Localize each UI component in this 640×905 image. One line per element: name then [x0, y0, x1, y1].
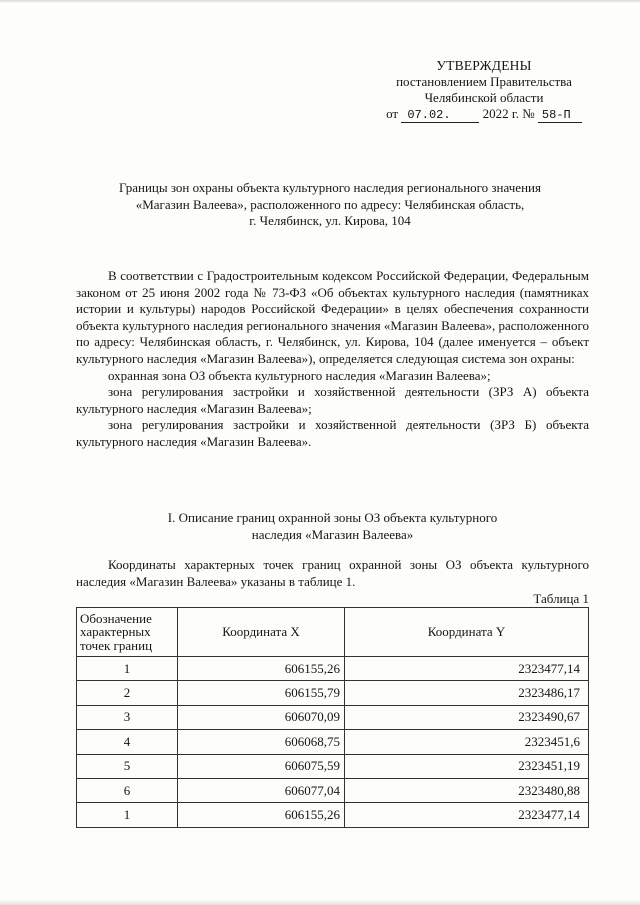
cell-y: 2323490,67	[345, 705, 589, 729]
document-title-line-2: «Магазин Валеева», расположенного по адресу: Челябинская область,	[135, 196, 525, 212]
table-row	[77, 681, 589, 705]
year-number-label: 2022 г. №	[482, 106, 535, 121]
approval-number: 58-П	[538, 109, 582, 123]
table-caption: Таблица 1	[533, 591, 589, 606]
approval-date: 07.02.	[401, 109, 479, 123]
header-point: Обозначение характерных точек границ	[77, 608, 178, 657]
table-row	[77, 803, 589, 827]
table-row	[77, 730, 589, 754]
table-header-row	[77, 608, 589, 657]
cell-y: 2323451,6	[345, 730, 589, 754]
approval-stamp	[378, 58, 590, 123]
approval-line-3: Челябинской области	[424, 90, 544, 105]
from-label: от	[386, 106, 399, 121]
cell-x: 606155,79	[178, 681, 345, 705]
coordinates-table	[76, 607, 589, 828]
paragraph-zone-zrz-b: зона регулирования застройки и хозяйственной деятельности (ЗРЗ Б) объекта культурного наследия «Магазин Валеева».	[76, 417, 589, 449]
table-row	[77, 754, 589, 778]
table-row	[77, 657, 589, 681]
header-y: Координата Y	[345, 608, 589, 657]
coordinates-intro-text: Координаты характерных точек границ охранной зоны ОЗ объекта культурного наследия «Магазин Валеева» указаны в таблице 1.	[76, 557, 589, 589]
cell-point: 4	[77, 730, 178, 754]
cell-y: 2323477,14	[345, 803, 589, 827]
cell-point: 6	[77, 778, 178, 802]
table-row	[77, 778, 589, 802]
cell-x: 606070,09	[178, 705, 345, 729]
scan-edge-bottom	[0, 899, 640, 905]
scan-edge-top	[0, 0, 640, 3]
paragraph-zone-zrz-a: зона регулирования застройки и хозяйственной деятельности (ЗРЗ А) объекта культурного наследия «Магазин Валеева»;	[76, 384, 589, 416]
document-title-line-3: г. Челябинск, ул. Кирова, 104	[249, 213, 411, 228]
approval-title: УТВЕРЖДЕНЫ	[436, 58, 532, 73]
table-row	[77, 705, 589, 729]
cell-x: 606077,04	[178, 778, 345, 802]
section-title-line-2: наследия «Магазин Валеева»	[251, 526, 414, 542]
cell-x: 606068,75	[178, 730, 345, 754]
cell-point: 5	[77, 754, 178, 778]
section-title-line-1: I. Описание границ охранной зоны ОЗ объекта культурного	[167, 510, 498, 525]
paragraph-zone-oz: охранная зона ОЗ объекта культурного наследия «Магазин Валеева»;	[108, 367, 491, 383]
cell-y: 2323486,17	[345, 681, 589, 705]
approval-date-line	[378, 106, 590, 123]
cell-point: 2	[77, 681, 178, 705]
paragraph-intro: В соответствии с Градостроительным кодексом Российской Федерации, Федеральным законом от 25 июня 2002 года № 73-ФЗ «Об объектах культурного наследия (памятниках истории и культуры) народов Российской Федерации» в целях обеспечения сохранности объекта культурного наследия регионального значения «Магазин Валеева», расположенного по адресу: Челябинская область, г. Челябинск, ул. Кирова, 104 (далее именуется – объект культурного наследия «Магазин Валеева»), определяется следующая система зон охраны:	[76, 268, 589, 366]
coordinates-intro	[76, 557, 589, 590]
cell-point: 1	[77, 657, 178, 681]
approval-line-2: постановлением Правительства	[396, 74, 572, 89]
cell-point: 3	[77, 705, 178, 729]
document-title	[70, 180, 590, 230]
header-x: Координата X	[178, 608, 345, 657]
cell-y: 2323480,88	[345, 778, 589, 802]
cell-y: 2323451,19	[345, 754, 589, 778]
cell-point: 1	[77, 803, 178, 827]
body-text	[76, 268, 589, 451]
document-title-line-1: Границы зон охраны объекта культурного наследия регионального значения	[119, 180, 541, 195]
cell-y: 2323477,14	[345, 657, 589, 681]
cell-x: 606075,59	[178, 754, 345, 778]
cell-x: 606155,26	[178, 803, 345, 827]
cell-x: 606155,26	[178, 657, 345, 681]
section-title	[76, 510, 589, 543]
